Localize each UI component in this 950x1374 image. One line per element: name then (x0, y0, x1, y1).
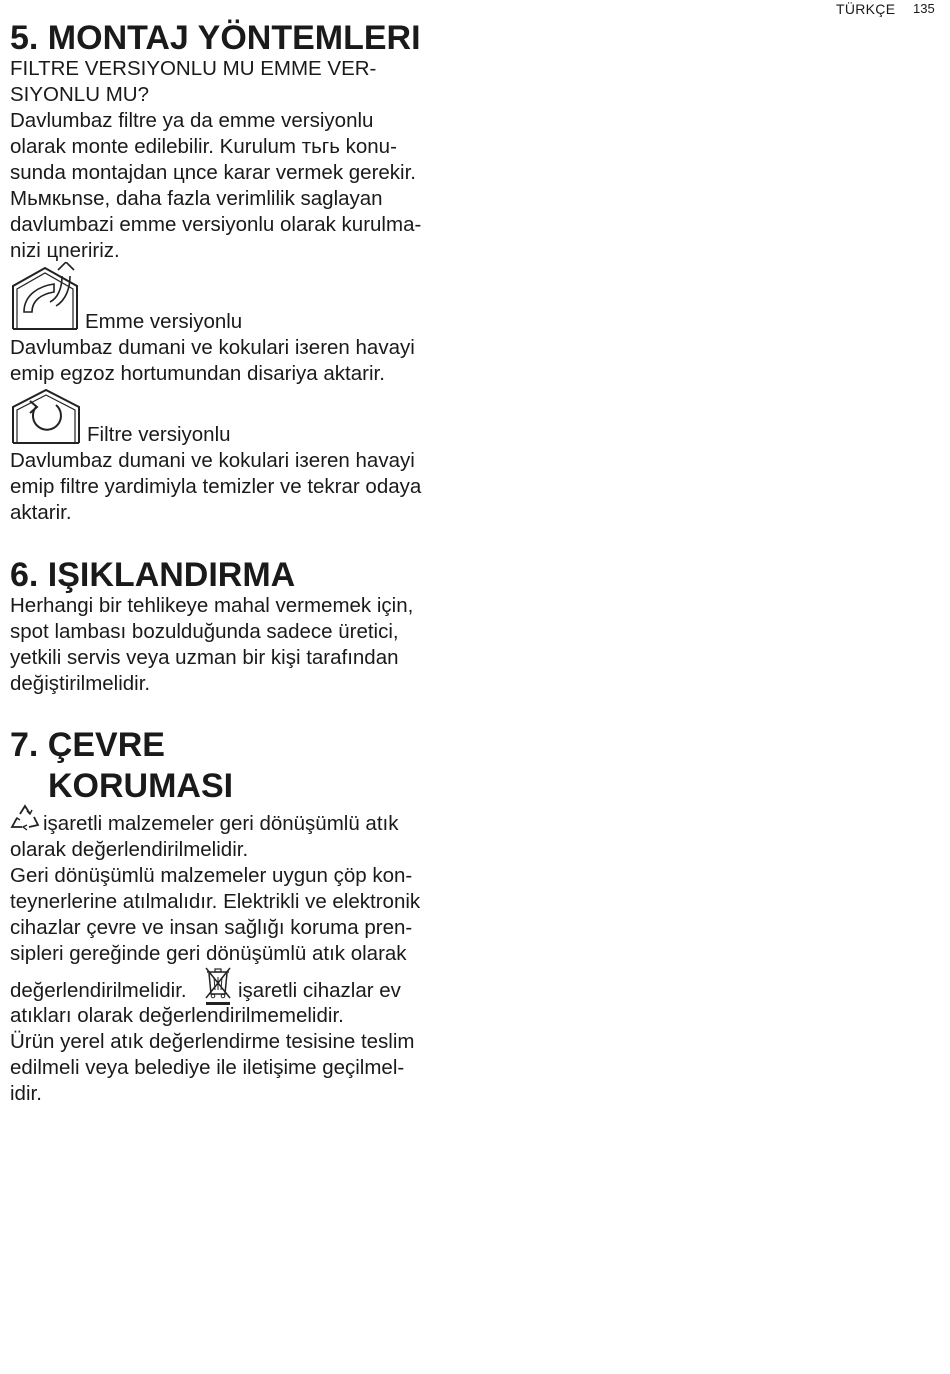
weee-text-before: değerlendirilmelidir. (10, 979, 187, 1002)
house-recirculation-icon (10, 387, 82, 445)
house-exhaust-icon (10, 262, 80, 332)
crossed-out-bin-icon (203, 966, 233, 1008)
text-line: emip egzoz hortumundan disariya aktarir. (10, 362, 385, 385)
text-line: teynerlerine atılmalıdır. Elektrikli ve elektronik (10, 890, 421, 913)
text-line: Geri dönüşümlü malzemeler uygun çöp kon- (10, 864, 413, 887)
section5-text (10, 56, 421, 264)
text-line: atıkları olarak değerlendirilmemelidir. (10, 1004, 344, 1027)
text-line: Davlumbaz dumani ve kokulari iзeren havayi (10, 449, 415, 472)
text-line: olarak monte edilebilir. Kurulum тьгь konu- (10, 135, 397, 158)
page-number: 135 (913, 1, 935, 16)
recycle-text: işaretli malzemeler geri dönüşümlü atık (43, 812, 399, 835)
text-line: FILTRE VERSIYONLU MU EMME VER- (10, 57, 377, 80)
text-line: edilmeli veya belediye ile iletişime geçilmel- (10, 1056, 405, 1079)
suction-text (10, 335, 415, 387)
text-line: Davlumbaz filtre ya da emme versiyonlu (10, 109, 374, 132)
section7-text-a (10, 837, 420, 967)
section-title-environment: 7. ÇEVRE (10, 726, 165, 764)
text-line: sunda montajdan цnce karar vermek gerekir. (10, 161, 416, 184)
filter-text (10, 448, 421, 526)
text-line: Herhangi bir tehlikeye mahal vermemek için, (10, 594, 414, 617)
recycle-icon (10, 803, 40, 831)
text-line: Davlumbaz dumani ve kokulari iзeren havayi (10, 336, 415, 359)
text-line: değiştirilmelidir. (10, 672, 151, 695)
text-line: spot lambası bozulduğunda sadece üretici, (10, 620, 399, 643)
text-line: Ürün yerel atık değerlendirme tesisine teslim (10, 1030, 415, 1053)
section-title-mounting: 5. MONTAJ YÖNTEMLERI (10, 19, 421, 57)
language-label: TÜRKÇE (836, 1, 896, 17)
section-title-lighting: 6. IŞIKLANDIRMA (10, 556, 296, 594)
text-line: aktarir. (10, 501, 72, 524)
text-line: nizi цneririz. (10, 239, 120, 262)
section-title-environment-line2: KORUMASI (48, 767, 234, 805)
weee-text-after: işaretli cihazlar ev (238, 979, 401, 1002)
text-line: olarak değerlendirilmelidir. (10, 838, 249, 861)
text-line: yetkili servis veya uzman bir kişi tarafından (10, 646, 399, 669)
section7-text-b (10, 1003, 414, 1107)
filter-label: Filtre versiyonlu (87, 423, 231, 446)
text-line: cihazlar çevre ve insan sağlığı koruma pren- (10, 916, 413, 939)
section6-text (10, 593, 413, 697)
suction-label: Emme versiyonlu (85, 310, 243, 333)
text-line: Мьмкьnse, daha fazla verimlilik saglayan (10, 187, 383, 210)
text-line: SIYONLU MU? (10, 83, 149, 106)
text-line: sipleri gereğinde geri dönüşümlü atık olarak (10, 942, 407, 965)
text-line: davlumbazi emme versiyonlu olarak kurulma- (10, 213, 422, 236)
text-line: emip filtre yardimiyla temizler ve tekrar odaya (10, 475, 422, 498)
text-line: idir. (10, 1082, 42, 1105)
